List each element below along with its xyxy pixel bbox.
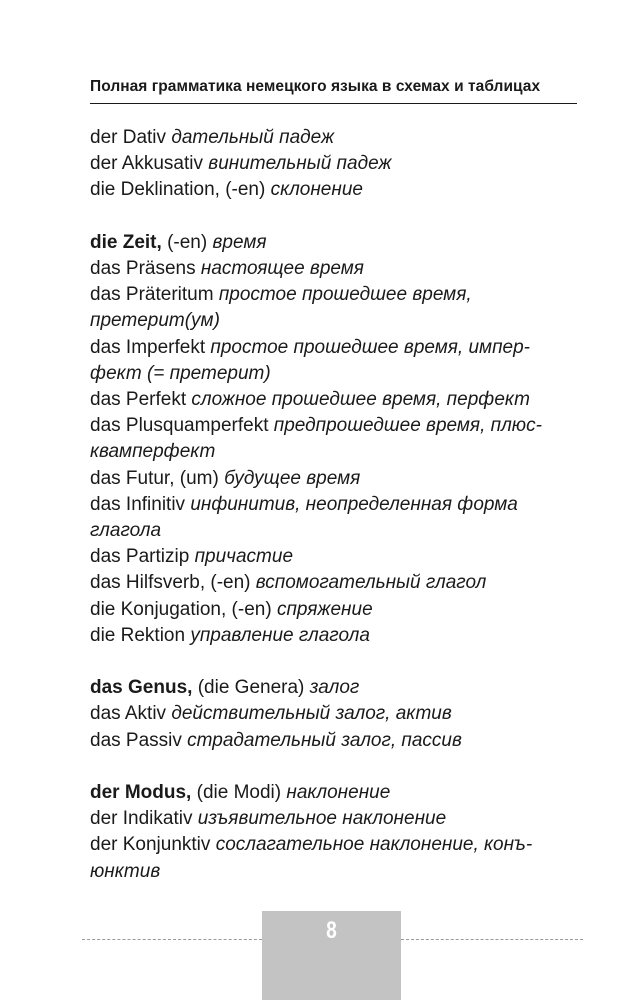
glossary-line bbox=[90, 701, 580, 727]
german-term: der Dativ bbox=[90, 127, 167, 148]
german-term: das Präsens bbox=[90, 258, 196, 279]
glossary-line bbox=[90, 256, 580, 282]
russian-translation: управление глагола bbox=[190, 624, 370, 646]
glossary-block bbox=[90, 125, 580, 204]
russian-translation: склонение bbox=[270, 179, 363, 201]
glossary-line bbox=[90, 675, 580, 701]
german-term: das Infinitiv bbox=[90, 493, 186, 515]
russian-translation: будущее время bbox=[224, 467, 361, 489]
glossary-block bbox=[90, 230, 580, 649]
german-term: (-en) bbox=[167, 231, 208, 253]
page-number: 8 bbox=[326, 917, 337, 944]
german-term: der Akkusativ bbox=[90, 153, 203, 175]
russian-translation: страдательный залог, пассив bbox=[187, 729, 462, 751]
footer-dashed-rule-left bbox=[82, 939, 262, 940]
russian-translation: претерит(ум) bbox=[90, 310, 220, 332]
russian-translation: юнктив bbox=[90, 860, 161, 882]
headword: das Genus, bbox=[90, 677, 193, 699]
russian-translation: залог bbox=[309, 677, 360, 699]
glossary-line bbox=[90, 335, 580, 361]
russian-translation: глагола bbox=[90, 520, 162, 542]
glossary-line bbox=[90, 780, 580, 806]
german-term: (die Modi) bbox=[196, 782, 282, 804]
glossary-line bbox=[90, 623, 580, 649]
glossary-block bbox=[90, 780, 580, 885]
russian-translation: изъявительное наклонение bbox=[197, 808, 447, 830]
glossary-line bbox=[90, 361, 580, 387]
german-term: der Indikativ bbox=[90, 808, 193, 830]
glossary-line bbox=[90, 439, 580, 465]
russian-translation: спряжение bbox=[276, 598, 373, 620]
russian-translation: действительный залог, актив bbox=[171, 703, 452, 725]
german-term: das Imperfekt bbox=[90, 336, 206, 358]
header-rule bbox=[90, 103, 577, 104]
glossary-line bbox=[90, 806, 580, 832]
glossary-line bbox=[90, 282, 580, 308]
german-term: das Partizip bbox=[90, 546, 190, 568]
glossary-line bbox=[90, 518, 580, 544]
russian-translation: квамперфект bbox=[90, 441, 216, 463]
glossary-line bbox=[90, 308, 580, 334]
german-term: die Konjugation, (-en) bbox=[90, 598, 272, 620]
russian-translation: настоящее время bbox=[200, 258, 364, 279]
glossary-block bbox=[90, 675, 580, 754]
german-term: das Aktiv bbox=[90, 703, 167, 725]
russian-translation: наклонение bbox=[286, 782, 391, 804]
glossary-line bbox=[90, 413, 580, 439]
glossary-line bbox=[90, 597, 580, 623]
glossary-line bbox=[90, 387, 580, 413]
glossary-line bbox=[90, 859, 580, 885]
german-term: die Rektion bbox=[90, 624, 186, 646]
russian-translation: предпрошедшее время, плюс- bbox=[273, 415, 542, 437]
russian-translation: простое прошедшее время, импер- bbox=[210, 336, 530, 358]
russian-translation: время bbox=[212, 231, 267, 253]
russian-translation: дательный падеж bbox=[171, 127, 335, 148]
russian-translation: винительный падеж bbox=[208, 153, 392, 175]
german-term: die Deklination, (-en) bbox=[90, 179, 266, 201]
german-term: das Hilfsverb, (-en) bbox=[90, 572, 251, 594]
german-term: das Präteritum bbox=[90, 284, 214, 306]
russian-translation: фект (= претерит) bbox=[90, 362, 271, 384]
glossary-line bbox=[90, 177, 580, 203]
russian-translation: причастие bbox=[194, 546, 294, 568]
glossary-line bbox=[90, 544, 580, 570]
german-term: das Perfekt bbox=[90, 389, 187, 411]
german-term: das Plusquamperfekt bbox=[90, 415, 269, 437]
glossary-line bbox=[90, 230, 580, 256]
glossary-line bbox=[90, 466, 580, 492]
glossary-line bbox=[90, 832, 580, 858]
headword: der Modus, bbox=[90, 782, 192, 804]
russian-translation: инфинитив, неопределенная форма bbox=[190, 493, 518, 515]
russian-translation: вспомогательный глагол bbox=[255, 572, 487, 594]
german-term: das Passiv bbox=[90, 729, 182, 751]
running-head: Полная грамматика немецкого языка в схемах и таблицах bbox=[90, 78, 541, 95]
glossary-line bbox=[90, 151, 580, 177]
glossary-line bbox=[90, 570, 580, 596]
glossary-content bbox=[90, 125, 580, 911]
russian-translation: сложное прошедшее время, перфект bbox=[191, 389, 530, 411]
glossary-line bbox=[90, 492, 580, 518]
footer-dashed-rule-right bbox=[401, 939, 583, 940]
glossary-line bbox=[90, 728, 580, 754]
german-term: das Futur, (um) bbox=[90, 467, 219, 489]
russian-translation: простое прошедшее время, bbox=[218, 284, 472, 306]
headword: die Zeit, bbox=[90, 231, 162, 253]
glossary-line bbox=[90, 125, 580, 151]
german-term: der Konjunktiv bbox=[90, 834, 211, 856]
russian-translation: сослагательное наклонение, конъ- bbox=[215, 834, 533, 856]
german-term: (die Genera) bbox=[197, 677, 305, 699]
